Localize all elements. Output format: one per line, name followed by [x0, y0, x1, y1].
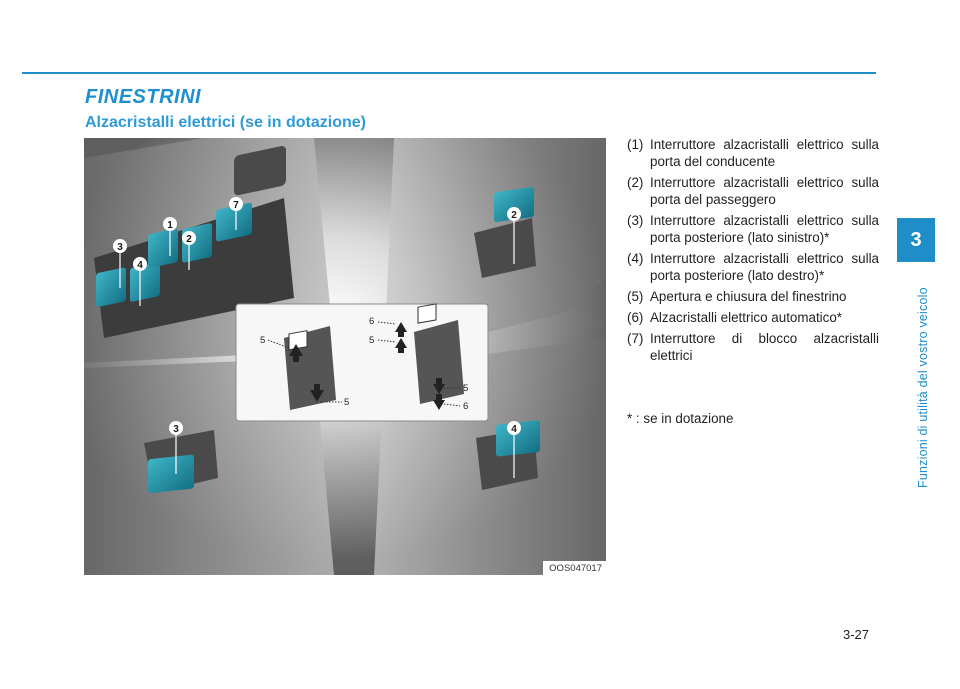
legend-text: Interruttore alzacristalli elettrico sulla porta del passeggero — [650, 175, 879, 207]
legend-number: (1) — [627, 137, 644, 152]
inset-label-left-up: 5 — [260, 335, 266, 346]
chapter-label: Funzioni di utilità del vostro veicolo — [916, 287, 930, 488]
legend-text: Apertura e chiusura del finestrino — [650, 289, 847, 304]
switch-rear-left — [96, 267, 126, 307]
callout-3: 3 — [117, 242, 123, 253]
legend-item — [627, 288, 879, 305]
header-rule — [22, 72, 876, 74]
legend-item — [627, 330, 879, 364]
callout-2: 2 — [186, 234, 192, 245]
callout-7: 7 — [233, 200, 239, 211]
inset-label-right-down-inner: 5 — [463, 383, 469, 394]
legend-number: (5) — [627, 289, 644, 304]
legend-item — [627, 250, 879, 284]
legend-text: Interruttore alzacristalli elettrico sulla porta posteriore (lato destro)* — [650, 251, 879, 283]
inset-label-right-up-outer: 6 — [369, 316, 375, 327]
illustration-svg — [84, 138, 606, 575]
legend-list — [627, 136, 879, 368]
legend-item — [627, 212, 879, 246]
legend-number: (4) — [627, 251, 644, 266]
inset-label-left-down: 5 — [344, 397, 350, 408]
inset-label-right-down-outer: 6 — [463, 401, 469, 412]
legend-number: (2) — [627, 175, 644, 190]
legend-number: (6) — [627, 310, 644, 325]
legend-text: Interruttore di blocco alzacristalli elettrici — [650, 331, 879, 363]
callout-left-rear: 3 — [173, 424, 179, 435]
chapter-tab: 3 — [897, 218, 935, 262]
legend-item — [627, 136, 879, 170]
legend-text: Interruttore alzacristalli elettrico sulla porta posteriore (lato sinistro)* — [650, 213, 879, 245]
callout-1: 1 — [167, 220, 173, 231]
figure-code: OOS047017 — [543, 561, 606, 575]
section-title: FINESTRINI — [85, 86, 202, 108]
legend-number: (7) — [627, 331, 644, 346]
legend-text: Interruttore alzacristalli elettrico sulla porta del conducente — [650, 137, 879, 169]
legend-text: Alzacristalli elettrico automatico* — [650, 310, 843, 325]
switch-driver — [148, 228, 178, 268]
window-switch-illustration — [84, 138, 606, 575]
subsection-title: Alzacristalli elettrici (se in dotazione) — [85, 114, 366, 131]
legend-number: (3) — [627, 213, 644, 228]
page-number: 3-27 — [843, 627, 870, 642]
inset-label-right-up-inner: 5 — [369, 335, 375, 346]
switch-operation-inset — [236, 304, 488, 421]
callout-4: 4 — [137, 260, 143, 271]
legend-item — [627, 309, 879, 326]
callout-right-rear: 4 — [511, 424, 517, 435]
footnote: * : se in dotazione — [627, 411, 734, 426]
callout-right-front: 2 — [511, 210, 517, 221]
legend-item — [627, 174, 879, 208]
